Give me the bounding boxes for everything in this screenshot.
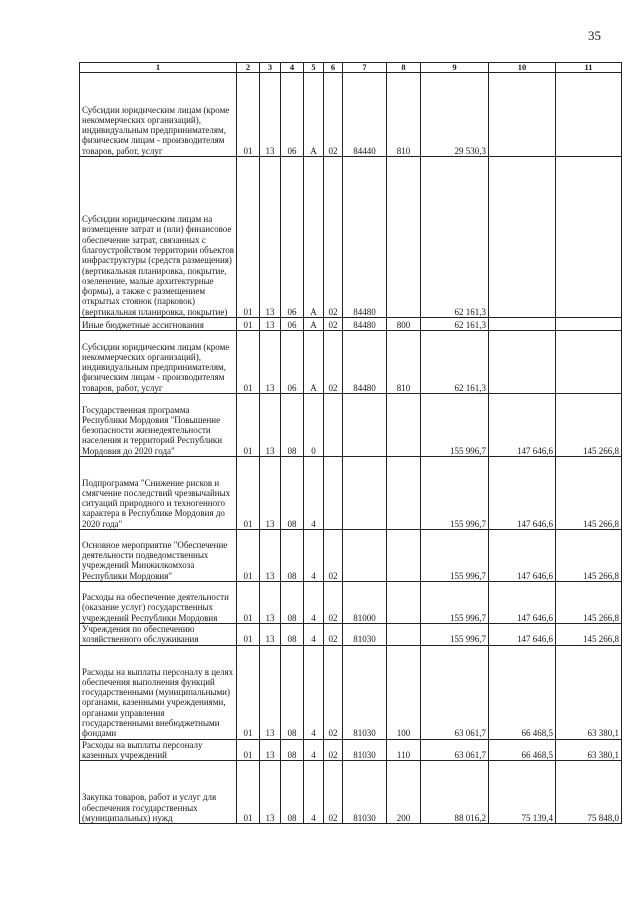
- cell-col-9: 155 996,7: [421, 457, 489, 530]
- table-row: [80, 331, 622, 394]
- table-row: [80, 739, 622, 761]
- cell-col-4: 06: [281, 318, 304, 331]
- cell-col-5: 4: [304, 624, 324, 646]
- cell-col-11: [556, 73, 622, 157]
- cell-col-11: 63 380,1: [556, 739, 622, 761]
- cell-col-7: 84480: [343, 318, 387, 331]
- cell-col-10: 147 646,6: [489, 624, 556, 646]
- cell-col-8: 810: [387, 73, 421, 157]
- column-header-5: 5: [304, 63, 324, 73]
- column-header-9: 9: [421, 63, 489, 73]
- column-header-3: 3: [260, 63, 281, 73]
- cell-col-2: 01: [237, 457, 260, 530]
- cell-col-4: 06: [281, 331, 304, 394]
- cell-col-2: 01: [237, 318, 260, 331]
- cell-col-5: 4: [304, 761, 324, 824]
- cell-col-10: [489, 73, 556, 157]
- row-description: Закупка товаров, работ и услуг для обеспечения государственных (муниципальных) нужд: [80, 761, 237, 824]
- cell-col-3: 13: [260, 157, 281, 318]
- cell-col-6: 02: [324, 331, 343, 394]
- cell-col-7: 81030: [343, 761, 387, 824]
- column-header-10: 10: [489, 63, 556, 73]
- cell-col-2: 01: [237, 73, 260, 157]
- cell-col-8: 100: [387, 645, 421, 739]
- row-description: Расходы на обеспечение деятельности (оказание услуг) государственных учреждений Республики Мордовия: [80, 582, 237, 624]
- cell-col-4: 08: [281, 739, 304, 761]
- cell-col-11: [556, 318, 622, 331]
- cell-col-3: 13: [260, 739, 281, 761]
- cell-col-5: 4: [304, 457, 324, 530]
- cell-col-8: [387, 394, 421, 457]
- table-row: [80, 530, 622, 582]
- cell-col-10: 147 646,6: [489, 582, 556, 624]
- cell-col-3: 13: [260, 530, 281, 582]
- cell-col-11: 145 266,8: [556, 582, 622, 624]
- cell-col-6: 02: [324, 530, 343, 582]
- header-row: [80, 63, 622, 73]
- cell-col-11: 63 380,1: [556, 645, 622, 739]
- cell-col-7: 84480: [343, 331, 387, 394]
- cell-col-8: [387, 157, 421, 318]
- cell-col-6: 02: [324, 645, 343, 739]
- cell-col-6: 02: [324, 624, 343, 646]
- cell-col-8: [387, 624, 421, 646]
- cell-col-6: 02: [324, 582, 343, 624]
- cell-col-2: 01: [237, 761, 260, 824]
- cell-col-11: [556, 157, 622, 318]
- cell-col-10: 66 468,5: [489, 645, 556, 739]
- cell-col-11: 145 266,8: [556, 624, 622, 646]
- cell-col-3: 13: [260, 318, 281, 331]
- row-description: Субсидии юридическим лицам (кроме некоммерческих организаций), индивидуальным предпринимателям, физическим лицам - производителям товаров, работ, услуг: [80, 331, 237, 394]
- cell-col-7: [343, 394, 387, 457]
- table-row: [80, 73, 622, 157]
- cell-col-10: 75 139,4: [489, 761, 556, 824]
- cell-col-8: 110: [387, 739, 421, 761]
- cell-col-4: 08: [281, 457, 304, 530]
- table-row: [80, 761, 622, 824]
- cell-col-9: 88 016,2: [421, 761, 489, 824]
- cell-col-3: 13: [260, 582, 281, 624]
- cell-col-9: 155 996,7: [421, 582, 489, 624]
- row-description: Субсидии юридическим лицам на возмещение затрат и (или) финансовое обеспечение затрат, связанных с благоустройством территории объектов инфраструктуры (средств размещения) (вертикальная планировка, покрытие, озеленение, малые архитектурные формы), а также с размещением открытых стоянок (парковок) (вертикальная планировка, покрытие): [80, 157, 237, 318]
- cell-col-5: 4: [304, 530, 324, 582]
- row-description: Расходы на выплаты персоналу казенных учреждений: [80, 739, 237, 761]
- cell-col-9: 63 061,7: [421, 645, 489, 739]
- cell-col-9: 62 161,3: [421, 318, 489, 331]
- cell-col-9: 155 996,7: [421, 624, 489, 646]
- cell-col-3: 13: [260, 457, 281, 530]
- cell-col-7: 81000: [343, 582, 387, 624]
- cell-col-5: А: [304, 157, 324, 318]
- cell-col-4: 06: [281, 157, 304, 318]
- cell-col-11: [556, 331, 622, 394]
- table-row: [80, 318, 622, 331]
- table-row: [80, 582, 622, 624]
- column-header-11: 11: [556, 63, 622, 73]
- cell-col-6: 02: [324, 739, 343, 761]
- cell-col-4: 06: [281, 73, 304, 157]
- cell-col-10: 147 646,6: [489, 457, 556, 530]
- cell-col-7: 81030: [343, 624, 387, 646]
- column-header-4: 4: [281, 63, 304, 73]
- cell-col-7: 84440: [343, 73, 387, 157]
- table-body: [80, 73, 622, 824]
- cell-col-8: 810: [387, 331, 421, 394]
- row-description: Основное мероприятие "Обеспечение деятельности подведомственных учреждений Минжилкомхоза Республики Мордовия": [80, 530, 237, 582]
- cell-col-8: 800: [387, 318, 421, 331]
- cell-col-4: 08: [281, 761, 304, 824]
- cell-col-5: А: [304, 331, 324, 394]
- cell-col-3: 13: [260, 624, 281, 646]
- cell-col-8: [387, 582, 421, 624]
- cell-col-5: 4: [304, 582, 324, 624]
- cell-col-2: 01: [237, 624, 260, 646]
- cell-col-11: 145 266,8: [556, 530, 622, 582]
- cell-col-2: 01: [237, 530, 260, 582]
- budget-table: [79, 62, 622, 824]
- cell-col-5: А: [304, 318, 324, 331]
- table-row: [80, 394, 622, 457]
- cell-col-4: 08: [281, 394, 304, 457]
- table-row: [80, 645, 622, 739]
- cell-col-2: 01: [237, 645, 260, 739]
- cell-col-6: [324, 394, 343, 457]
- cell-col-2: 01: [237, 739, 260, 761]
- cell-col-9: 155 996,7: [421, 394, 489, 457]
- cell-col-7: [343, 530, 387, 582]
- cell-col-6: 02: [324, 318, 343, 331]
- cell-col-6: 02: [324, 761, 343, 824]
- row-description: Иные бюджетные ассигнования: [80, 318, 237, 331]
- cell-col-8: [387, 530, 421, 582]
- column-header-7: 7: [343, 63, 387, 73]
- cell-col-9: 155 996,7: [421, 530, 489, 582]
- column-header-6: 6: [324, 63, 343, 73]
- cell-col-2: 01: [237, 331, 260, 394]
- cell-col-8: [387, 457, 421, 530]
- cell-col-3: 13: [260, 331, 281, 394]
- cell-col-5: А: [304, 73, 324, 157]
- cell-col-2: 01: [237, 394, 260, 457]
- row-description: Государственная программа Республики Мордовия "Повышение безопасности жизнедеятельности населения и территорий Республики Мордовия до 2020 года": [80, 394, 237, 457]
- cell-col-11: 75 848,0: [556, 761, 622, 824]
- cell-col-4: 08: [281, 645, 304, 739]
- cell-col-7: 81030: [343, 645, 387, 739]
- table-row: [80, 457, 622, 530]
- cell-col-5: 4: [304, 645, 324, 739]
- row-description: Субсидии юридическим лицам (кроме некоммерческих организаций), индивидуальным предпринимателям, физическим лицам - производителям товаров, работ, услуг: [80, 73, 237, 157]
- column-header-1: 1: [80, 63, 237, 73]
- row-description: Учреждения по обеспечению хозяйственного обслуживания: [80, 624, 237, 646]
- table-row: [80, 157, 622, 318]
- column-header-2: 2: [237, 63, 260, 73]
- cell-col-2: 01: [237, 157, 260, 318]
- cell-col-5: 0: [304, 394, 324, 457]
- cell-col-11: 145 266,8: [556, 457, 622, 530]
- cell-col-10: 147 646,6: [489, 530, 556, 582]
- cell-col-3: 13: [260, 394, 281, 457]
- cell-col-10: 66 468,5: [489, 739, 556, 761]
- cell-col-3: 13: [260, 73, 281, 157]
- cell-col-5: 4: [304, 739, 324, 761]
- cell-col-4: 08: [281, 624, 304, 646]
- cell-col-9: 62 161,3: [421, 157, 489, 318]
- cell-col-2: 01: [237, 582, 260, 624]
- cell-col-10: 147 646,6: [489, 394, 556, 457]
- cell-col-3: 13: [260, 761, 281, 824]
- row-description: Расходы на выплаты персоналу в целях обеспечения выполнения функций государственными (муниципальными) органами, казенными учреждениями, органами управления государственными внебюджетными фондами: [80, 645, 237, 739]
- cell-col-6: 02: [324, 73, 343, 157]
- cell-col-7: [343, 457, 387, 530]
- cell-col-8: 200: [387, 761, 421, 824]
- cell-col-10: [489, 318, 556, 331]
- cell-col-11: 145 266,8: [556, 394, 622, 457]
- cell-col-7: 84480: [343, 157, 387, 318]
- cell-col-9: 29 530,3: [421, 73, 489, 157]
- cell-col-10: [489, 331, 556, 394]
- cell-col-9: 63 061,7: [421, 739, 489, 761]
- cell-col-9: 62 161,3: [421, 331, 489, 394]
- page-number: 35: [588, 28, 601, 43]
- cell-col-6: 02: [324, 157, 343, 318]
- table-row: [80, 624, 622, 646]
- cell-col-4: 08: [281, 530, 304, 582]
- row-description: Подпрограмма "Снижение рисков и смягчение последствий чрезвычайных ситуаций природного и техногенного характера в Республике Мордовия до 2020 года": [80, 457, 237, 530]
- cell-col-4: 08: [281, 582, 304, 624]
- cell-col-6: [324, 457, 343, 530]
- column-header-8: 8: [387, 63, 421, 73]
- cell-col-10: [489, 157, 556, 318]
- cell-col-3: 13: [260, 645, 281, 739]
- cell-col-7: 81030: [343, 739, 387, 761]
